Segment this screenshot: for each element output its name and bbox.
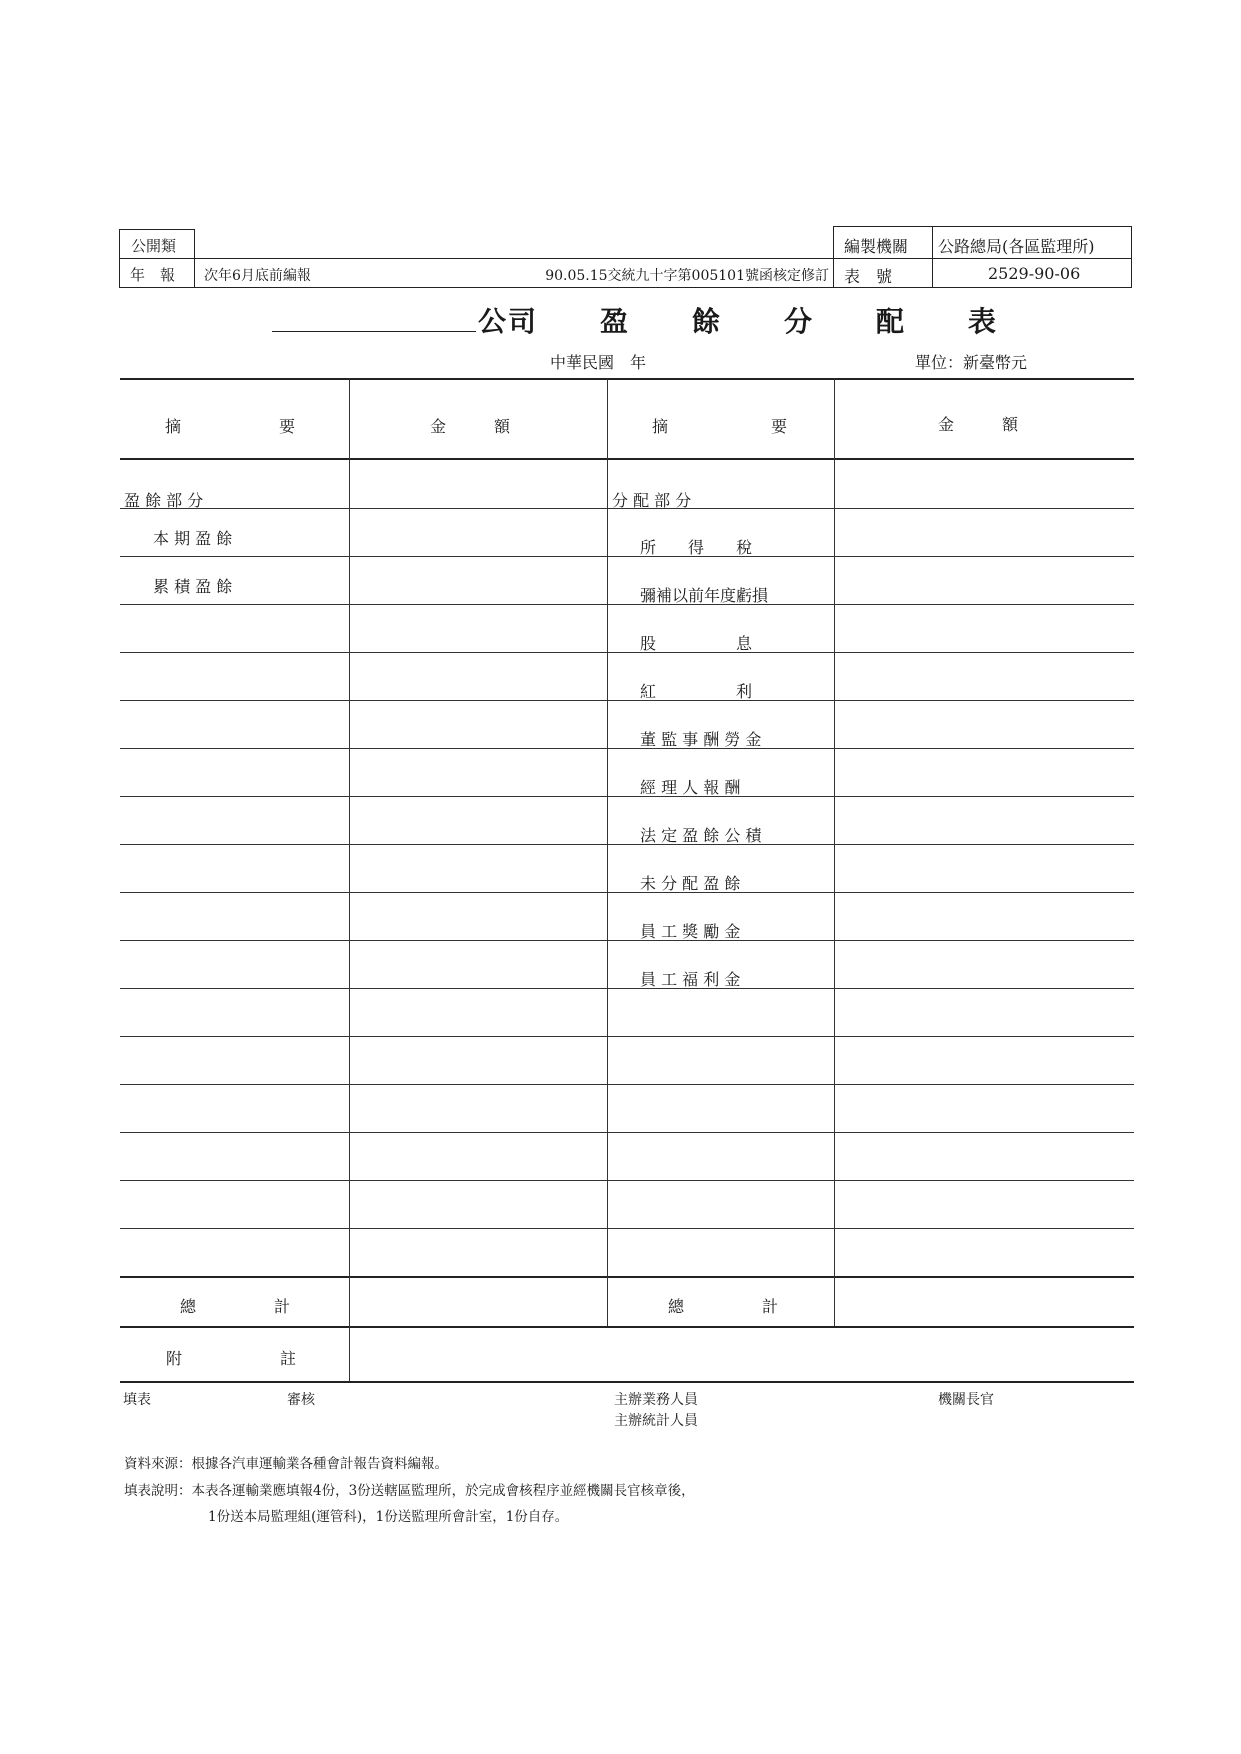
row-line [120,604,1134,605]
form-no-value: 2529-90-06 [988,264,1081,283]
filler-signature-label: 填表 [123,1392,151,1408]
row-line [120,652,1134,653]
row-line [120,556,1134,557]
title-char: 配 [875,305,906,338]
compiler-label: 編製機關 [844,237,909,256]
left-summary-header [165,414,295,437]
header-char: 金 [938,415,955,434]
compiler-label-box [833,226,933,259]
header-char: 金 [430,417,447,436]
accumulated-surplus-label: 累 積 盈 餘 [153,577,233,596]
remarks-char: 附 [166,1349,183,1368]
row-line [120,1132,1134,1133]
row-line [120,1084,1134,1085]
title-char: 盈 [599,305,630,338]
distribution-item: 員 工 福 利 金 [640,970,741,989]
distribution-item: 董 監 事 酬 勞 金 [640,730,762,749]
stats-officer-label: 主辦統計人員 [614,1413,698,1429]
page-title [478,300,998,340]
classification-box [119,229,195,259]
header-char: 額 [493,417,510,436]
row-line [120,844,1134,845]
compiler-value-box [932,226,1132,259]
title-char: 餘 [691,305,722,338]
company-name-blank-line [272,331,476,332]
header-char: 要 [770,417,787,436]
form-no-label: 表 號 [844,267,893,286]
row-line [120,700,1134,701]
filling-instructions-line-1: 填表說明：本表各運輸業應填報4份，3份送轄區監理所，於完成會核程序並經機關長官核章後， [124,1483,695,1499]
table-top-border [120,378,1134,380]
distribution-item: 員 工 獎 勵 金 [640,922,741,941]
left-amount-header [430,414,510,437]
form-no-label-box [833,258,933,288]
surplus-section-label: 盈 餘 部 分 [124,491,204,510]
row-line [120,988,1134,989]
header-bottom-border [120,458,1134,460]
data-source-note: 資料來源：根據各汽車運輸業各種會計報告資料編報。 [124,1456,448,1472]
distribution-item: 股 息 [640,634,753,653]
distribution-item: 經 理 人 報 酬 [640,778,741,797]
header-info-strip [194,258,834,288]
date-line: 中華民國 年 [550,353,647,372]
agency-head-label: 機關長官 [938,1392,994,1408]
table-bottom-border [120,1381,1134,1383]
title-prefix: 公司 [478,305,539,338]
filling-instructions-line-2: 1份送本局監理組(運管科)，1份送監理所會計室，1份自存。 [208,1509,569,1525]
header-char: 要 [278,417,295,436]
total-char: 總 [180,1297,197,1316]
right-total-label [668,1294,778,1317]
distribution-item: 所 得 稅 [640,538,753,557]
report-type-label: 年 報 [130,266,176,284]
deadline-text: 次年6月底前編報 [204,268,311,284]
distribution-section-label: 分 配 部 分 [612,491,692,510]
header-char: 摘 [652,417,669,436]
title-char: 分 [783,305,814,338]
regulation-text: 90.05.15交統九十字第005101號函核定修訂 [545,268,829,284]
remarks-char: 註 [279,1349,296,1368]
column-divider [607,378,608,1326]
distribution-item: 紅 利 [640,682,753,701]
total-char: 計 [273,1297,290,1316]
right-amount-header [938,412,1018,435]
row-line [120,748,1134,749]
distribution-table [120,378,1134,1383]
header-char: 摘 [165,417,182,436]
right-summary-header [652,414,787,437]
current-surplus-label: 本 期 盈 餘 [153,529,233,548]
report-type-box [119,258,195,288]
remarks-label [166,1346,296,1369]
remarks-top-border [120,1326,1134,1328]
header-char: 額 [1001,415,1018,434]
row-line [120,1036,1134,1037]
form-no-value-box [932,258,1132,288]
column-divider [349,378,350,1381]
distribution-item: 法 定 盈 餘 公 積 [640,826,762,845]
column-divider [834,378,835,1326]
distribution-item: 未 分 配 盈 餘 [640,874,741,893]
total-top-border [120,1276,1134,1278]
reviewer-signature-label: 審核 [287,1392,315,1408]
row-line [120,892,1134,893]
business-officer-label: 主辦業務人員 [614,1392,698,1408]
row-line [120,796,1134,797]
unit-label: 單位：新臺幣元 [915,353,1028,372]
total-char: 總 [668,1297,685,1316]
distribution-item: 彌補以前年度虧損 [640,586,769,605]
compiler-value: 公路總局(各區監理所) [938,237,1095,256]
classification-label: 公開類 [131,237,177,255]
row-line [120,1228,1134,1229]
total-char: 計 [761,1297,778,1316]
row-line [120,1180,1134,1181]
row-line [120,940,1134,941]
left-total-label [180,1294,290,1317]
title-char: 表 [967,305,998,338]
